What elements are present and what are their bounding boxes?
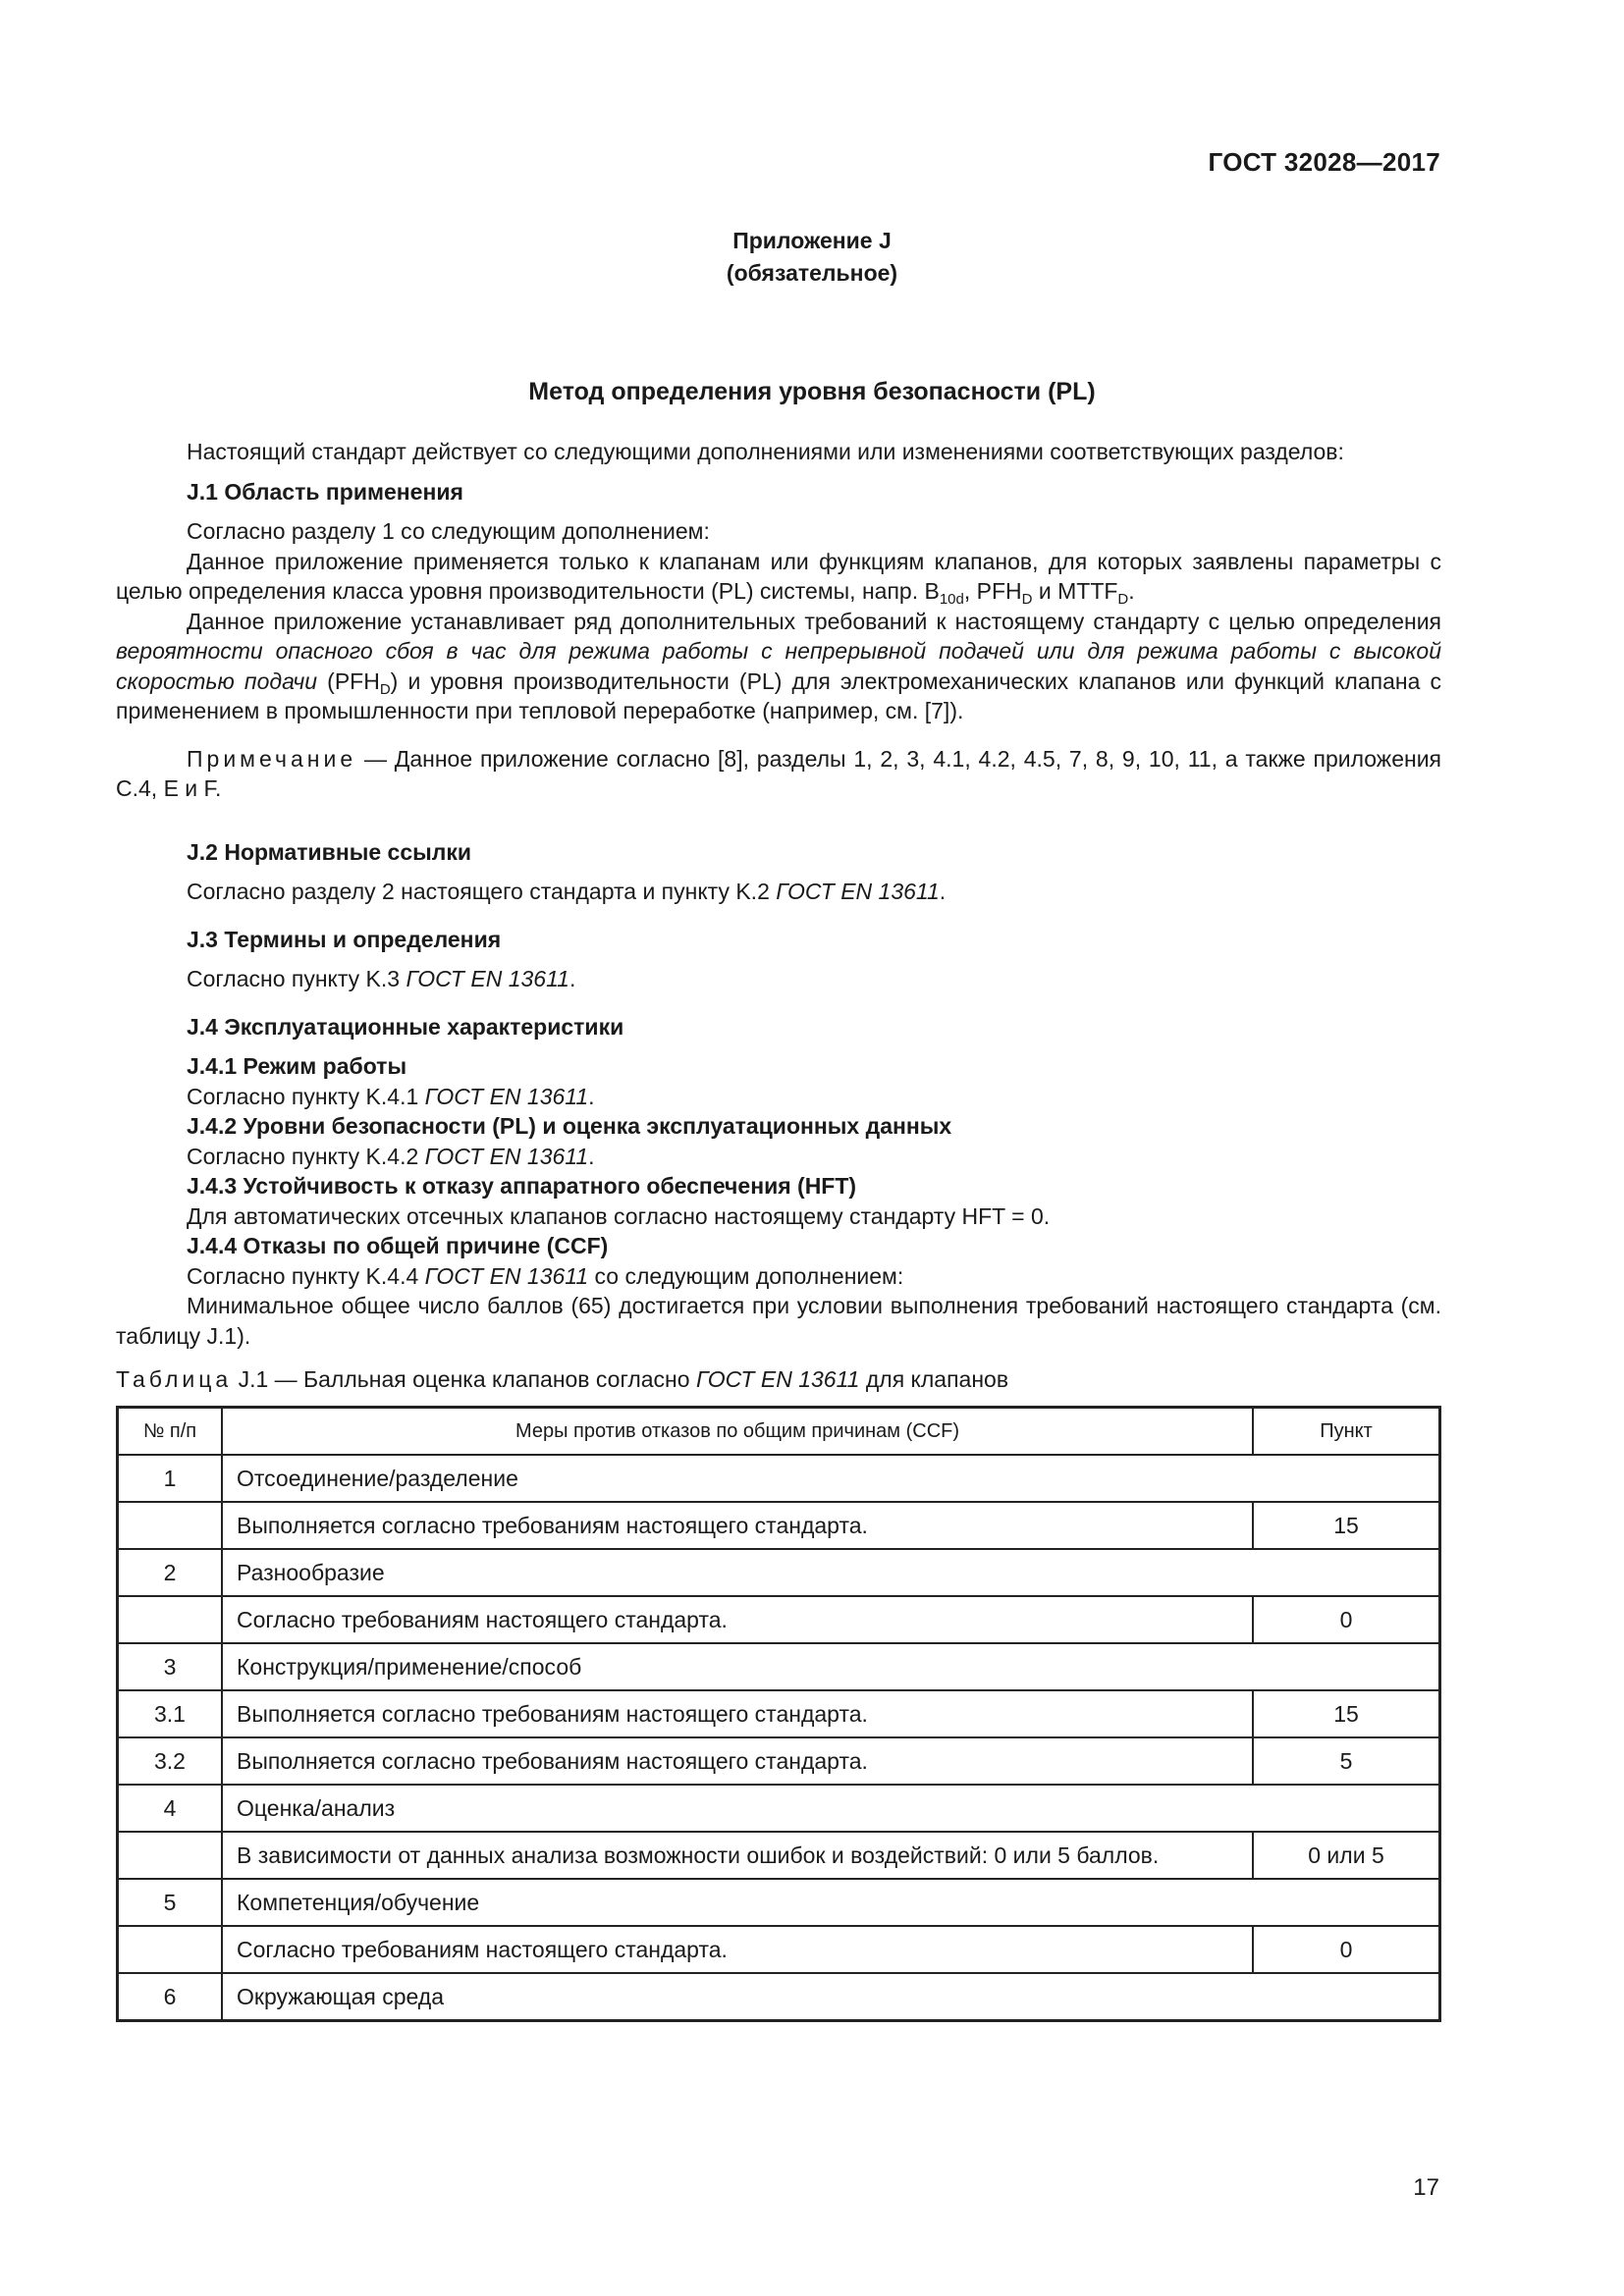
j1-note: Примечание — Данное приложение согласно [8], разделы 1, 2, 3, 4.1, 4.2, 4.5, 7, 8, 9, 10, 11, а также приложения С.4, Е и F.	[116, 745, 1441, 801]
row-measure: Выполняется согласно требованиям настоящего стандарта.	[222, 1737, 1253, 1785]
ccf-table	[116, 1406, 1441, 2022]
row-measure: Компетенция/обучение	[222, 1879, 1440, 1926]
row-measure: Разнообразие	[222, 1549, 1440, 1596]
row-number: 3.2	[118, 1737, 223, 1785]
row-points: 0	[1253, 1596, 1440, 1643]
row-measure: Согласно требованиям настоящего стандарта.	[222, 1596, 1253, 1643]
header-points: Пункт	[1253, 1408, 1440, 1456]
table-row	[118, 1596, 1440, 1643]
j3-paragraph: Согласно пункту K.3 ГОСТ EN 13611.	[187, 966, 576, 991]
row-number: 3	[118, 1643, 223, 1690]
j2-paragraph: Согласно разделу 2 настоящего стандарта и пункту K.2 ГОСТ EN 13611.	[187, 879, 947, 904]
row-number: 3.1	[118, 1690, 223, 1737]
j42-paragraph: Согласно пункту K.4.2 ГОСТ EN 13611.	[187, 1143, 595, 1169]
heading-j3: J.3 Термины и определения	[187, 926, 502, 952]
table-row	[118, 1549, 1440, 1596]
table-row	[118, 1832, 1440, 1879]
j44-paragraph-2: Минимальное общее число баллов (65) достигается при условии выполнения требований настоящего стандарта (см. таблицу J.1).	[116, 1293, 1441, 1349]
table-row	[118, 1643, 1440, 1690]
row-measure: Отсоединение/разделение	[222, 1455, 1440, 1502]
header-measures: Меры против отказов по общим причинам (CCF)	[222, 1408, 1253, 1456]
row-number	[118, 1832, 223, 1879]
table-caption: Таблица J.1 — Балльная оценка клапанов согласно ГОСТ EN 13611 для клапанов	[116, 1366, 1009, 1392]
table-header-row	[118, 1408, 1440, 1456]
page-number: 17	[1413, 2174, 1439, 2201]
document-body	[116, 437, 1441, 1351]
j43-paragraph: Для автоматических отсечных клапанов согласно настоящему стандарту HFT = 0.	[187, 1202, 1051, 1229]
heading-j43: J.4.3 Устойчивость к отказу аппаратного обеспечения (HFT)	[187, 1173, 857, 1199]
row-number	[118, 1926, 223, 1973]
intro-paragraph: Настоящий стандарт действует со следующими дополнениями или изменениями соответствующих разделов:	[187, 439, 1344, 464]
heading-j42: J.4.2 Уровни безопасности (PL) и оценка эксплуатационных данных	[187, 1113, 952, 1139]
row-measure: Конструкция/применение/способ	[222, 1643, 1440, 1690]
heading-j1: J.1 Область применения	[187, 478, 463, 505]
annex-title: Приложение J	[732, 228, 892, 253]
heading-j4: J.4 Эксплуатационные характеристики	[187, 1013, 624, 1040]
row-points: 15	[1253, 1502, 1440, 1549]
annex-status: (обязательное)	[726, 260, 898, 286]
j1-paragraph-1: Согласно разделу 1 со следующим дополнением:	[187, 518, 710, 544]
table-row	[118, 1785, 1440, 1832]
j44-paragraph-1: Согласно пункту K.4.4 ГОСТ EN 13611 со следующим дополнением:	[187, 1262, 904, 1289]
j41-paragraph: Согласно пункту K.4.1 ГОСТ EN 13611.	[187, 1083, 595, 1109]
row-measure: Согласно требованиям настоящего стандарта.	[222, 1926, 1253, 1973]
heading-j44: J.4.4 Отказы по общей причине (CCF)	[187, 1233, 609, 1258]
table-row	[118, 1879, 1440, 1926]
row-measure: Оценка/анализ	[222, 1785, 1440, 1832]
header-number: № п/п	[118, 1408, 223, 1456]
row-measure: Окружающая среда	[222, 1973, 1440, 2021]
j1-paragraph-3: Данное приложение устанавливает ряд дополнительных требований к настоящему стандарту с целью определения вероятности опасного сбоя в час для режима работы с непрерывной подачей или для режима работы с высокой скоростью подачи $(PFH_D)$ и уровня производительности (PL) для электромеханических клапанов или функций клапана с применением в промышленности при тепловой переработке (например, см. [7]).	[116, 608, 1441, 723]
row-number: 1	[118, 1455, 223, 1502]
row-points: 15	[1253, 1690, 1440, 1737]
table-row	[118, 1926, 1440, 1973]
row-measure: Выполняется согласно требованиям настоящего стандарта.	[222, 1502, 1253, 1549]
table-row	[118, 1502, 1440, 1549]
row-points: 0 или 5	[1253, 1832, 1440, 1879]
row-number	[118, 1596, 223, 1643]
row-points: 5	[1253, 1737, 1440, 1785]
heading-j2: J.2 Нормативные ссылки	[187, 838, 472, 865]
j1-paragraph-2: Данное приложение применяется только к клапанам или функциям клапанов, для которых заявлены параметры с целью определения класса уровня производительности (PL) системы, напр. $B_{10d}$, $PFH_D$ и $MTTF_D$.	[116, 548, 1441, 608]
row-measure: В зависимости от данных анализа возможности ошибок и воздействий: 0 или 5 баллов.	[222, 1832, 1253, 1879]
row-measure: Выполняется согласно требованиям настоящего стандарта.	[222, 1690, 1253, 1737]
table-row	[118, 1973, 1440, 2021]
row-number: 4	[118, 1785, 223, 1832]
document-number: ГОСТ 32028—2017	[1208, 147, 1440, 177]
table-row	[118, 1690, 1440, 1737]
table-row	[118, 1737, 1440, 1785]
row-number	[118, 1502, 223, 1549]
section-title: Метод определения уровня безопасности (PL)	[528, 378, 1096, 405]
row-points: 0	[1253, 1926, 1440, 1973]
heading-j41: J.4.1 Режим работы	[187, 1053, 407, 1079]
row-number: 2	[118, 1549, 223, 1596]
row-number: 5	[118, 1879, 223, 1926]
row-number: 6	[118, 1973, 223, 2021]
table-row	[118, 1455, 1440, 1502]
